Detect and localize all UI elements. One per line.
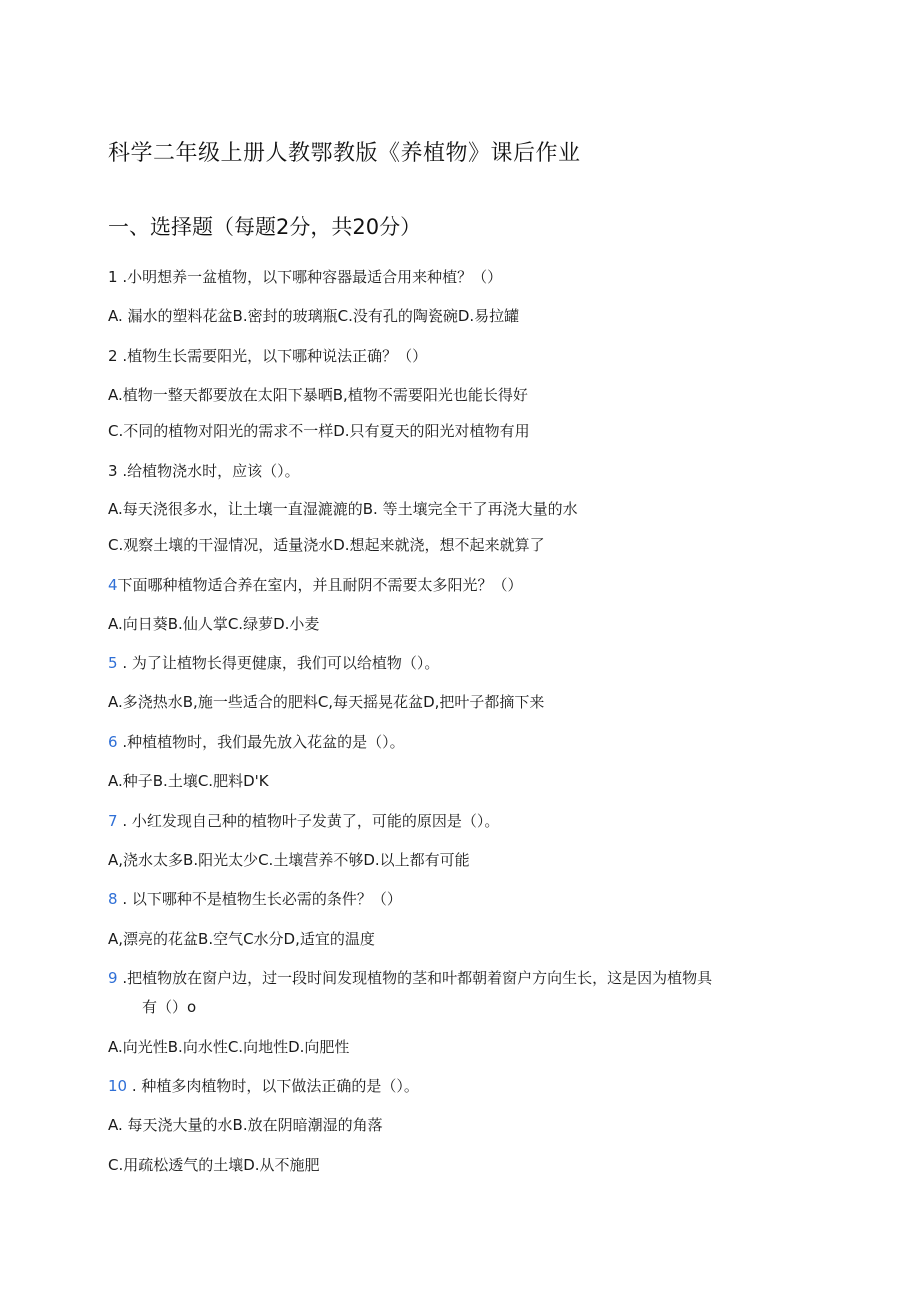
- question-6-options: A.种子B.土壤C.肥料D'K: [108, 772, 269, 790]
- question-number: 10: [108, 1077, 128, 1095]
- page-title: 科学二年级上册人教鄂教版《养植物》课后作业: [108, 141, 581, 166]
- question-10: [108, 1075, 419, 1097]
- question-stem: .植物生长需要阳光，以下哪种说法正确？（）: [117, 347, 428, 365]
- question-8-options: A,漂亮的花盆B.空气C水分D,适宜的温度: [108, 930, 375, 948]
- question-5-options: A.多浇热水B,施一些适合的肥料C,每天摇晃花盆D,把叶子都摘下来: [108, 693, 545, 711]
- question-6: [108, 731, 405, 753]
- question-8: [108, 888, 402, 910]
- question-stem: .把植物放在窗户边，过一段时间发现植物的茎和叶都朝着窗户方向生长，这是因为植物具: [117, 969, 713, 987]
- question-9-stem-continuation: 有（）o: [142, 998, 197, 1016]
- question-4: [108, 574, 523, 596]
- question-number: 6: [108, 733, 118, 751]
- question-stem: . 种植多肉植物时，以下做法正确的是（）。: [127, 1077, 419, 1095]
- question-3-options-line-2: C.观察土壤的干湿情况，适量浇水D.想起来就浇，想不起来就算了: [108, 536, 545, 554]
- question-number: 4: [108, 576, 118, 594]
- question-stem: . 小红发现自己种的植物叶子发黄了，可能的原因是（）。: [117, 812, 500, 830]
- question-number: 5: [108, 654, 118, 672]
- question-stem: 下面哪种植物适合养在室内，并且耐阴不需要太多阳光？（）: [117, 576, 523, 594]
- question-number: 9: [108, 969, 118, 987]
- question-1-options: A. 漏水的塑料花盆B.密封的玻璃瓶C.没有孔的陶瓷碗D.易拉罐: [108, 307, 520, 325]
- question-stem: .小明想养一盆植物，以下哪种容器最适合用来种植？（）: [117, 268, 503, 286]
- question-number: 2: [108, 347, 118, 365]
- question-10-options-line-1: A. 每天浇大量的水B.放在阴暗潮湿的角落: [108, 1116, 383, 1134]
- question-number: 7: [108, 812, 118, 830]
- question-number: 1: [108, 268, 118, 286]
- question-stem: . 为了让植物长得更健康，我们可以给植物（）。: [117, 654, 440, 672]
- question-7: [108, 810, 499, 832]
- question-stem: .种植植物时，我们最先放入花盆的是（）。: [117, 733, 405, 751]
- section-heading: 一、选择题（每题2分，共20分）: [108, 215, 422, 239]
- question-4-options: A.向日葵B.仙人掌C.绿萝D.小麦: [108, 615, 320, 633]
- question-3-options-line-1: A.每天浇很多水，让土壤一直湿漉漉的B. 等土壤完全干了再浇大量的水: [108, 500, 578, 518]
- question-stem: .给植物浇水时，应该（）。: [117, 462, 300, 480]
- question-5: [108, 652, 439, 674]
- question-number: 3: [108, 462, 118, 480]
- question-7-options: A,浇水太多B.阳光太少C.土壤营养不够D.以上都有可能: [108, 851, 470, 869]
- question-10-options-line-2: C.用疏松透气的土壤D.从不施肥: [108, 1156, 320, 1174]
- question-stem: . 以下哪种不是植物生长必需的条件？（）: [117, 890, 402, 908]
- question-1: [108, 266, 502, 288]
- question-3: [108, 460, 300, 482]
- question-2: [108, 345, 427, 367]
- question-9-options: A.向光性B.向水性C.向地性D.向肥性: [108, 1038, 350, 1056]
- question-2-options-line-2: C.不同的植物对阳光的需求不一样D.只有夏天的阳光对植物有用: [108, 422, 530, 440]
- question-number: 8: [108, 890, 118, 908]
- question-2-options-line-1: A.植物一整天都要放在太阳下暴晒B,植物不需要阳光也能长得好: [108, 386, 528, 404]
- question-9: [108, 967, 712, 989]
